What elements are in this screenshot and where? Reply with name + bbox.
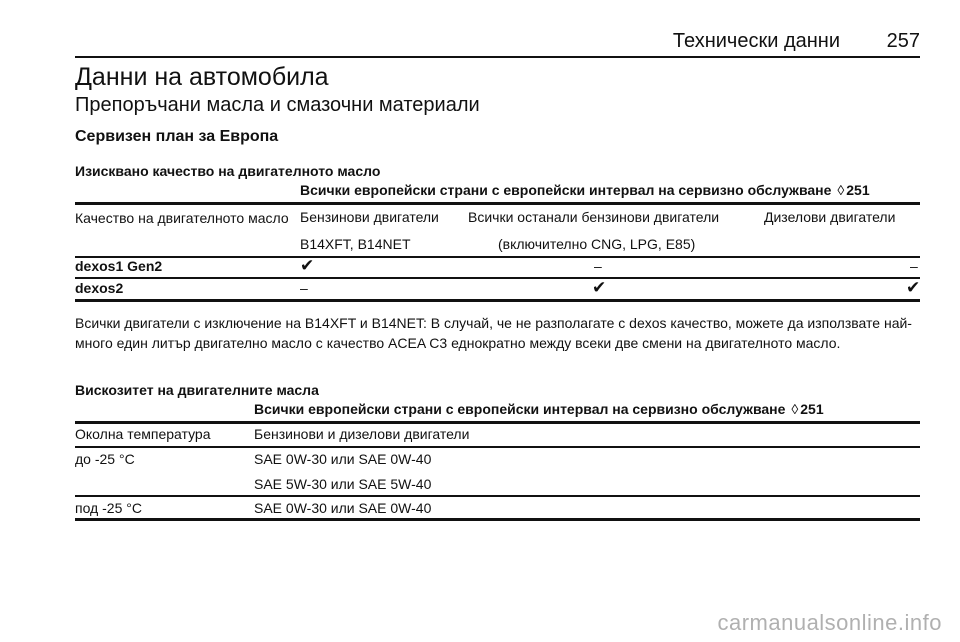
subsection-title: Препоръчани масла и смазочни материали: [75, 94, 480, 116]
col-petrol-header: Бензинови двигатели: [300, 209, 439, 225]
oil-table-header-rule: [75, 256, 920, 258]
col-petrol-engines: B14XFT, B14NET: [300, 236, 411, 252]
section-title: Данни на автомобила: [75, 63, 329, 91]
oil-quality-title: Изисквано качество на двигателното масло: [75, 163, 381, 179]
span-header-text: Всички европейски страни с европейски интервал на сервизно обслужване: [254, 401, 786, 417]
watermark: carmanualsonline.info: [717, 610, 942, 635]
viscosity-title: Вискозитет на двигателните масла: [75, 382, 319, 398]
col-diesel-header: Дизелови двигатели: [764, 209, 896, 225]
header-rule: [75, 56, 920, 58]
span-header-ref: 251: [846, 182, 870, 198]
row-label-dexos2: dexos2: [75, 280, 124, 296]
viscosity-row-rule: [75, 495, 920, 497]
plan-title: Сервизен план за Европа: [75, 128, 279, 145]
span-header-text: Всички европейски страни с европейски интервал на сервизно обслужване: [300, 182, 832, 198]
col-ambient-temp-header: Околна температура: [75, 426, 211, 442]
row-dexos1-other-petrol: –: [594, 258, 602, 274]
oil-quality-span-header: [300, 182, 870, 198]
row-dexos2-diesel: ✔: [906, 278, 921, 297]
page-number: 257: [886, 30, 920, 52]
col-engines-header: Бензинови и дизелови двигатели: [254, 426, 470, 442]
reference-arrow-icon: ◊: [837, 182, 845, 198]
running-header-title: Технически данни: [672, 30, 840, 52]
viscosity-bottom-rule: [75, 518, 920, 521]
row-dexos2-other-petrol: ✔: [592, 278, 607, 297]
row-dexos2-petrol: –: [300, 280, 308, 296]
row-grade-2: SAE 5W-30 или SAE 5W-40: [254, 476, 432, 492]
oil-table-bottom-rule: [75, 299, 920, 302]
row-grade-3: SAE 0W-30 или SAE 0W-40: [254, 500, 432, 516]
viscosity-span-header: [254, 401, 824, 417]
col-other-petrol-note: (включително CNG, LPG, E85): [498, 236, 696, 252]
row-dexos1-diesel: –: [910, 258, 918, 274]
reference-arrow-icon: ◊: [791, 401, 799, 417]
oil-table-top-rule: [75, 202, 920, 205]
span-header-ref: 251: [800, 401, 824, 417]
row-temp-below-25: под -25 °C: [75, 500, 142, 516]
col-oil-quality-header: Качество на двигателното масло: [75, 210, 289, 226]
note-paragraph: Всички двигатели с изключение на B14XFT и B14NET: В случай, че не разполагате с dexos качество, можете да използвате най-много един литър двигателно масло с качество ACEA C3 еднократно между всеки две смени на двигателното масло.: [75, 315, 912, 351]
row-grade-1: SAE 0W-30 или SAE 0W-40: [254, 451, 432, 467]
row-dexos1-petrol: ✔: [300, 256, 315, 275]
col-other-petrol-header: Всички останали бензинови двигатели: [468, 209, 720, 225]
viscosity-top-rule: [75, 421, 920, 424]
oil-table-row-rule: [75, 277, 920, 279]
row-label-dexos1: dexos1 Gen2: [75, 258, 163, 274]
viscosity-header-rule: [75, 446, 920, 448]
row-temp-down-to-25: до -25 °C: [75, 451, 135, 467]
